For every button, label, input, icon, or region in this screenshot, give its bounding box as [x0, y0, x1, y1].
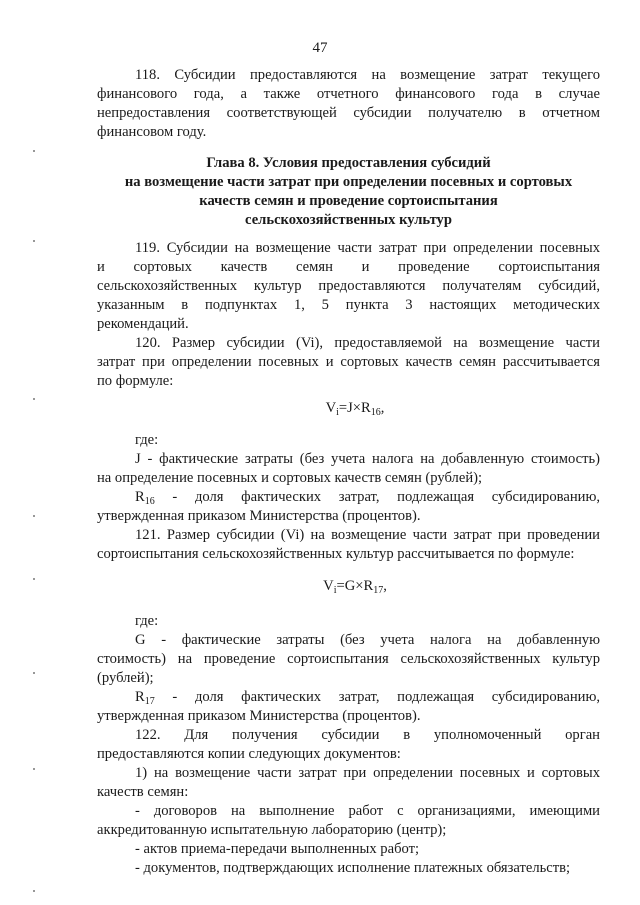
list-item-line: - договоров на выполнение работ с организациями, имеющими: [135, 803, 600, 819]
scan-dot: [33, 515, 35, 517]
list-item-line: 1) на возмещение части затрат при определении посевных и сортовых: [135, 765, 600, 781]
paragraph-121-line: 121. Размер субсидии (Vi) на возмещение части затрат при проведении: [135, 527, 600, 543]
scan-dot: [33, 150, 35, 152]
paragraph-119-line: рекомендаций.: [97, 316, 189, 332]
list-item-line: - документов, подтверждающих исполнение платежных обязательств;: [135, 860, 571, 876]
paragraph-121-line: сортоиспытания сельскохозяйственных культур рассчитывается по формуле:: [97, 546, 575, 562]
paragraph-120-line: по формуле:: [97, 373, 174, 389]
paragraph-119-line: и сортовых качеств семян и проведение сортоиспытания: [97, 259, 600, 275]
scan-dot: [33, 578, 35, 580]
paragraph-118-line: финансового года, а также отчетного финансового года в случае: [97, 86, 600, 102]
scan-dot: [33, 398, 35, 400]
scan-dot: [33, 240, 35, 242]
paragraph-118-line: непредоставления соответствующей субсидии получателю в отчетном: [97, 105, 600, 121]
paragraph-120-line: 120. Размер субсидии (Vi), предоставляемой на возмещение части: [135, 335, 600, 351]
chapter-heading-line: качеств семян и проведение сортоиспытания: [199, 193, 498, 209]
definition-line: на определение посевных и сортовых качеств семян (рублей);: [97, 470, 483, 486]
formula-1: $V_i=J\times R_{16}$,: [325, 400, 385, 418]
definition-line: J - фактические затраты (без учета налога на добавленную стоимость): [135, 451, 600, 467]
definition-line: стоимость) на проведение сортоиспытания сельскохозяйственных культур: [97, 651, 600, 667]
paragraph-119-line: 119. Субсидии на возмещение части затрат при определении посевных: [135, 240, 600, 256]
definition-line: утвержденная приказом Министерства (процентов).: [97, 708, 421, 724]
list-item-line: качеств семян:: [97, 784, 189, 800]
scan-dot: [33, 672, 35, 674]
paragraph-118-line: 118. Субсидии предоставляются на возмещение затрат текущего: [135, 67, 600, 83]
paragraph-120-line: затрат при определении посевных и сортовых качеств семян рассчитывается: [97, 354, 600, 370]
definition-line: (рублей);: [97, 670, 154, 686]
definition-line: $R_{17}$ - доля фактических затрат, подлежащая субсидированию,: [135, 689, 600, 707]
paragraph-122-line: предоставляются копии следующих документов:: [97, 746, 401, 762]
paragraph-119-line: сельскохозяйственных культур предоставляются получателям субсидий,: [97, 278, 600, 294]
where-label: где:: [135, 432, 159, 448]
chapter-heading-line: на возмещение части затрат при определении посевных и сортовых: [124, 174, 573, 190]
definition-line: G - фактические затраты (без учета налога на добавленную: [135, 632, 600, 648]
definition-line: утвержденная приказом Министерства (процентов).: [97, 508, 421, 524]
formula-2: $V_i=G\times R_{17}$,: [323, 578, 387, 596]
paragraph-122-line: 122. Для получения субсидии в уполномоченный орган: [135, 727, 600, 743]
scan-dot: [33, 768, 35, 770]
scan-dot: [33, 890, 35, 892]
list-item-line: аккредитованную испытательную лабораторию (центр);: [97, 822, 447, 838]
definition-line: $R_{16}$ - доля фактических затрат, подлежащая субсидированию,: [135, 489, 600, 507]
where-label: где:: [135, 613, 159, 629]
paragraph-119-line: указанным в подпунктах 1, 5 пункта 3 настоящих методических: [97, 297, 600, 313]
page-number: 47: [312, 40, 328, 56]
list-item-line: - актов приема-передачи выполненных работ;: [135, 841, 420, 857]
chapter-heading-line: сельскохозяйственных культур: [245, 212, 452, 228]
paragraph-118-line: финансовом году.: [97, 124, 207, 140]
chapter-heading-line: Глава 8. Условия предоставления субсидий: [206, 155, 491, 171]
